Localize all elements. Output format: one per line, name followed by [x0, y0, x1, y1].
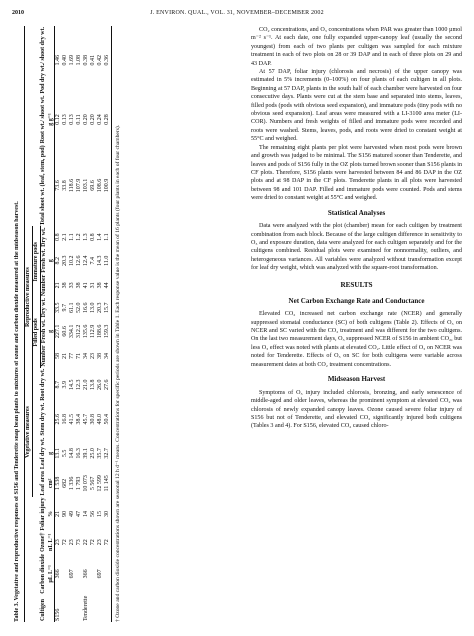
- group-immature-pods: Immature pods: [32, 227, 40, 298]
- table-cell: [76, 553, 83, 595]
- table-cell: 697: [96, 569, 103, 579]
- table-cell: 23: [89, 352, 96, 359]
- table-cell: 33: [69, 282, 76, 289]
- column-header: Dry wt.: [40, 298, 47, 318]
- table-cell: 25.0: [89, 448, 96, 459]
- table-row: [83, 26, 90, 622]
- table-cell: 0.20: [83, 114, 90, 125]
- table-cell: 10.2: [69, 255, 76, 267]
- table-cell: 47: [76, 511, 83, 518]
- table-cell: 14.5: [69, 379, 76, 390]
- table-cell: 23: [69, 539, 76, 546]
- table-cell: 72: [89, 539, 96, 546]
- table-cell: 1 793: [76, 476, 83, 491]
- table-cell: 697: [69, 569, 76, 579]
- table-cell: 23: [55, 539, 62, 546]
- column-header: Leaf dry wt.: [40, 437, 47, 470]
- table-cell: 22: [83, 539, 90, 546]
- table-cell: 1.4: [96, 233, 103, 241]
- table-cell: 20.3: [96, 302, 103, 313]
- table-cell: S156: [55, 608, 62, 621]
- table-cell: 14.8: [69, 448, 76, 459]
- table-cell: 11.0: [104, 248, 111, 274]
- table-row: [97, 26, 104, 622]
- table-cell: 38: [76, 282, 83, 289]
- table-cell: 56: [89, 511, 96, 518]
- table-cell: 0.36: [104, 26, 111, 95]
- column-unit: [48, 297, 55, 318]
- table-cell: 15: [96, 511, 103, 518]
- page-number: 2010: [12, 10, 24, 16]
- table-cell: 20.3: [62, 255, 69, 267]
- table-cell: 50.4: [104, 402, 111, 437]
- column-unit: g g⁻¹: [48, 95, 55, 145]
- table-cell: 73.6: [55, 180, 62, 191]
- table-cell: Tenderette: [83, 595, 90, 621]
- table-cell: 38.4: [76, 413, 83, 425]
- table-cell: 35.7: [96, 448, 103, 459]
- table-cell: 30: [104, 497, 111, 532]
- table-cell: 48.0: [96, 413, 103, 425]
- table-cell: [62, 595, 69, 622]
- table-cell: 13.0: [89, 302, 96, 313]
- table-cell: 71: [76, 352, 83, 359]
- table-cell: 16.8: [62, 413, 69, 425]
- column-header: Fresh wt.: [40, 319, 47, 344]
- table-cell: 1 538: [55, 476, 62, 491]
- column-unit: [48, 144, 55, 226]
- section-heading-results: RESULTS: [340, 280, 373, 289]
- column-header: Number: [40, 274, 47, 297]
- table-cell: 31: [89, 282, 96, 289]
- table-cell: 14: [83, 511, 90, 518]
- table-cell: 33.8: [62, 180, 69, 191]
- table-cell: 45.7: [83, 413, 90, 425]
- table-cell: [104, 553, 111, 595]
- column-unit: [48, 595, 55, 622]
- table-body: [55, 26, 111, 622]
- column-unit: cm²: [48, 470, 55, 496]
- table-cell: 312.2: [76, 324, 83, 339]
- paragraph: The remaining eight plants per plot were harvested when most pods were brown and growth was judged to be minimal. The S156 matured sooner than Tenderette, and leaves and pods of S156 fully in the OZ plots turned brown sooner than S156 plants in CF plots. Therefore, S156 plants were harvested between 84 and 86 DAP in the OZ plots and at 98 DAP in the CF plots. Tenderette plants in all plots were harvested between 98 and 101 DAP. Filled and immature pods were counted. Pods and stems were dried to constant weight at 55°C and weighed.: [251, 144, 462, 202]
- table-cell: 107.9: [76, 178, 83, 193]
- table-cell: 38: [96, 352, 103, 359]
- table-cell: 12.6: [76, 255, 83, 267]
- table-cell: 0.8: [89, 233, 96, 241]
- group-vegetative: Vegetative measures: [24, 368, 32, 497]
- table-cell: 1.3: [83, 233, 90, 241]
- table-3: [14, 26, 236, 622]
- column-header: Root wt./ shoot wt.: [40, 95, 47, 144]
- table-cell: 1.2: [76, 233, 83, 241]
- table-cell: 14.3: [96, 255, 103, 267]
- table-cell: 41: [83, 282, 90, 289]
- table-cell: 21.0: [83, 379, 90, 390]
- table-row: [69, 26, 76, 622]
- section-heading-statistical-analyses: Statistical Analyses: [327, 208, 386, 217]
- column-unit: [48, 26, 55, 95]
- table-cell: 0.24: [96, 114, 103, 125]
- table-cell: 72: [62, 539, 69, 546]
- table-cell: 44: [104, 274, 111, 297]
- table-cell: 2.1: [62, 233, 69, 241]
- column-header-row: [40, 26, 47, 622]
- journal-running-head: J. ENVIRON. QUAL., VOL. 31, NOVEMBER–DECEMBER 2002: [150, 10, 324, 16]
- table-3-region: [14, 26, 236, 622]
- table-cell: 1.08: [76, 55, 83, 66]
- table-cell: 16.3: [76, 448, 83, 459]
- column-unit: g: [48, 437, 55, 471]
- table-cell: 100.9: [104, 144, 111, 226]
- column-header: Stem dry wt.: [40, 402, 47, 436]
- table-cell: 0.12: [55, 114, 62, 125]
- table-cell: 34: [104, 344, 111, 367]
- column-header: Ozone†: [40, 532, 47, 552]
- column-header: Leaf area: [40, 471, 47, 496]
- table-cell: 1.1: [69, 233, 76, 241]
- column-unit: [48, 344, 55, 367]
- table-cell: 8.7: [55, 380, 62, 389]
- column-unit: nL L⁻¹: [47, 533, 54, 551]
- column-header: Number: [40, 345, 47, 367]
- table-cell: 34: [83, 352, 90, 359]
- table-cell: 366: [55, 569, 62, 579]
- table-cell: 73: [76, 539, 83, 546]
- table-cell: 38: [96, 282, 103, 289]
- table-footnote: † Ozone and carbon dioxide concentrations shown are seasonal 12 h d⁻¹ means. Concentrations for specific periods are shown in Table 1. Each response value is the mean of 16 plants (four plants in each of four chambers).: [114, 124, 121, 622]
- table-cell: 33.5: [55, 302, 62, 313]
- table-cell: 682: [62, 478, 69, 488]
- table-cell: 0.8: [55, 233, 62, 241]
- table-cell: 60.6: [62, 326, 69, 337]
- table-cell: 1 336: [69, 476, 76, 491]
- table-cell: 13.8: [89, 379, 96, 390]
- group-reproductive: Reproductive measures: [24, 227, 32, 368]
- column-unit: [48, 274, 55, 297]
- table-cell: [97, 595, 104, 622]
- table-cell: 0.13: [62, 114, 69, 125]
- table-cell: 103.1: [83, 178, 90, 193]
- paragraph: At 57 DAP, foliar injury (chlorosis and necrosis) of the upper canopy was estimated in 5% increments (0–100%) on four plants of each cultigen in all plots. Beginning at 57 DAP, plants in the south half of each chamber were harvested on four consecutive days. Plants were cut at the stem base and separated into stems, leaves, filled pods (pods with obvious seed expansion), and immature pods (tiny pods with no obvious seed expansion). Leaf areas were measured with a LI-3100 area meter (LI-COR). Numbers and fresh weights of filled and immature pods were recorded and roots were washed. Stems, leaves, pods, and roots were dried to constant weight at 55°C and weighed.: [251, 69, 462, 143]
- table-cell: 69.6: [89, 180, 96, 191]
- table-cell: 1.46: [55, 55, 62, 66]
- table-cell: 8.2: [55, 257, 62, 265]
- table-cell: 366: [83, 569, 90, 579]
- table-cell: 112.9: [89, 324, 96, 338]
- page-header: [12, 10, 462, 22]
- table-cell: 11 145: [104, 470, 111, 496]
- table-cell: 15.7: [104, 297, 111, 318]
- table-cell: 21: [55, 282, 62, 289]
- table-cell: [62, 553, 69, 595]
- column-unit: g: [48, 248, 55, 274]
- table-cell: 41.5: [69, 413, 76, 425]
- table-row: [76, 26, 83, 622]
- unit-row: [48, 26, 55, 622]
- column-header: Pod dry wt./ shoot dry wt.: [40, 27, 47, 94]
- table-cell: 61.1: [69, 302, 76, 313]
- table-cell: 0.38: [83, 55, 90, 66]
- table-cell: 0.13: [69, 114, 76, 125]
- table-cell: 9.7: [62, 303, 69, 312]
- table-row: [55, 26, 62, 622]
- table-cell: 159.3: [104, 318, 111, 344]
- paragraph: CO₂ concentrations, and O₃ concentrations when PAR was greater than 1000 µmol m⁻² s⁻¹. At each date, one fully expanded upper-canopy leaf (usually the second youngest) from each of two plants per cultigen was sampled for each mixture treatment in each of two plots on 28 or 39 DAP and in each of three plots on 29 and 43 DAP.: [251, 27, 462, 67]
- table-cell: 27.6: [104, 368, 111, 402]
- table-cell: 72: [104, 532, 111, 553]
- table-cell: [76, 595, 83, 622]
- data-table: [24, 26, 112, 622]
- column-unit: g: [48, 318, 55, 344]
- table-cell: 227.1: [55, 324, 62, 339]
- table-cell: 5.5: [62, 449, 69, 458]
- table-cell: 0.11: [76, 114, 83, 125]
- table-cell: 90: [62, 511, 69, 518]
- column-unit: [48, 227, 55, 248]
- table-caption: Table 3. Vegetative and reproductive responses of S156 and Tenderette snap bean plants to mixtures of ozone and carbon dioxide measured at the midseason harvest.: [14, 201, 20, 622]
- paragraph: Elevated CO₂ increased net carbon exchange rate (NCER) and generally suppressed stomatal conductance (SC) of both cultigens (Table 2). Effects of O₃ on NCER and SC varied with the CO₂ treatment and was different for the two cultigens. On the last two measurement days, O₃ suppressed NCER of S156 in ambient CO₂, but less O₃ effect was noted with plants at elevated CO₂. Little effect of O₃ on NCER was noted for Tenderette. Effects of O₃ on SC for both cultigens were variable across measurement dates at both CO₂ treatment concentrations.: [251, 311, 462, 368]
- group-filled-pods: Filled pods: [32, 297, 40, 368]
- table-cell: 108.6: [96, 178, 103, 193]
- column-header: Cultigen: [40, 598, 47, 621]
- table-cell: 25.6: [55, 413, 62, 425]
- table-cell: 0.40: [62, 55, 69, 66]
- table-cell: 118.6: [69, 178, 76, 193]
- table-cell: 38: [62, 282, 69, 289]
- table-cell: 26.0: [96, 379, 103, 390]
- table-cell: 0.42: [96, 55, 103, 66]
- table-cell: 334.1: [69, 324, 76, 339]
- paragraph: Symptoms of O₃ injury included chlorosis, bronzing, and early senescence of middle-aged and older leaves, whereas the prominent symptom at elevated CO₂ was chlorosis of newly expanded canopy leaves. Ozone caused severe foliar injury of S156 but not of Tenderette, and elevated CO₂ significantly injured both cultigens (Tables 3 and 4). For S156, elevated CO₂ caused chloro-: [251, 389, 462, 430]
- table-cell: 135.6: [83, 324, 90, 339]
- table-cell: [69, 595, 76, 622]
- column-header: Root dry wt.: [40, 368, 47, 401]
- table-cell: 30.8: [89, 413, 96, 425]
- table-cell: 32.7: [104, 437, 111, 471]
- column-unit: [48, 402, 55, 437]
- table-cell: 77: [69, 352, 76, 359]
- table-row: [62, 26, 69, 622]
- table-cell: 52.0: [76, 302, 83, 313]
- table-cell: 5 567: [89, 476, 96, 491]
- table-row: [104, 26, 111, 622]
- column-unit: [48, 368, 55, 402]
- table-cell: 21: [55, 511, 62, 518]
- table-cell: 23: [96, 539, 103, 546]
- table-cell: 39.1: [83, 448, 90, 459]
- column-header: Foliar injury: [40, 497, 47, 531]
- right-text-column: [251, 26, 462, 431]
- table-cell: 12.3: [76, 379, 83, 390]
- paragraph: Data were analyzed with the plot (chamber) mean for each cultigen by treatment combination from each block. Because of the large cultigen difference in sensitivity to O₃ and exposure duration, data were analyzed for each cultigen separately and for the cultigens combined. Residual plots were examined for nonnormality, outliers, and heterogeneous variances. All variables were analyzed without transformation except for leaf dry weight, which was analyzed with the square-root transformation.: [251, 223, 462, 272]
- table-cell: 12 599: [96, 475, 103, 492]
- section-heading-midseason-harvest: Midseason Harvest: [327, 375, 386, 384]
- column-header: Carbon dioxide: [40, 553, 47, 594]
- table-cell: 58: [55, 352, 62, 359]
- column-header: Fresh wt.: [40, 248, 47, 273]
- table-row: [90, 26, 97, 622]
- table-cell: 0.41: [89, 55, 96, 66]
- column-header: Dry wt.: [40, 227, 47, 247]
- column-unit: %: [48, 497, 55, 532]
- table-cell: 0.20: [89, 114, 96, 125]
- column-header: Total shoot wt. (leaf, stem, pod): [40, 145, 47, 226]
- section-heading-ncer: Net Carbon Exchange Rate and Conductance: [288, 296, 425, 305]
- table-cell: [104, 595, 111, 622]
- table-cell: 10 073: [83, 475, 90, 492]
- table-cell: [90, 553, 97, 595]
- table-cell: 13.1: [55, 448, 62, 459]
- table-cell: [90, 595, 97, 622]
- table-cell: 21: [62, 352, 69, 359]
- table-cell: 49: [69, 511, 76, 518]
- table-cell: 188.6: [96, 324, 103, 339]
- table-cell: 16.6: [83, 302, 90, 313]
- table-cell: 0.28: [104, 95, 111, 145]
- table-cell: 1.1: [104, 227, 111, 248]
- table-cell: 12.4: [83, 255, 90, 267]
- table-cell: 7.4: [89, 257, 96, 265]
- table-cell: 3.9: [62, 380, 69, 389]
- column-unit: µL L⁻¹: [48, 553, 55, 595]
- table-cell: 1.69: [69, 55, 76, 66]
